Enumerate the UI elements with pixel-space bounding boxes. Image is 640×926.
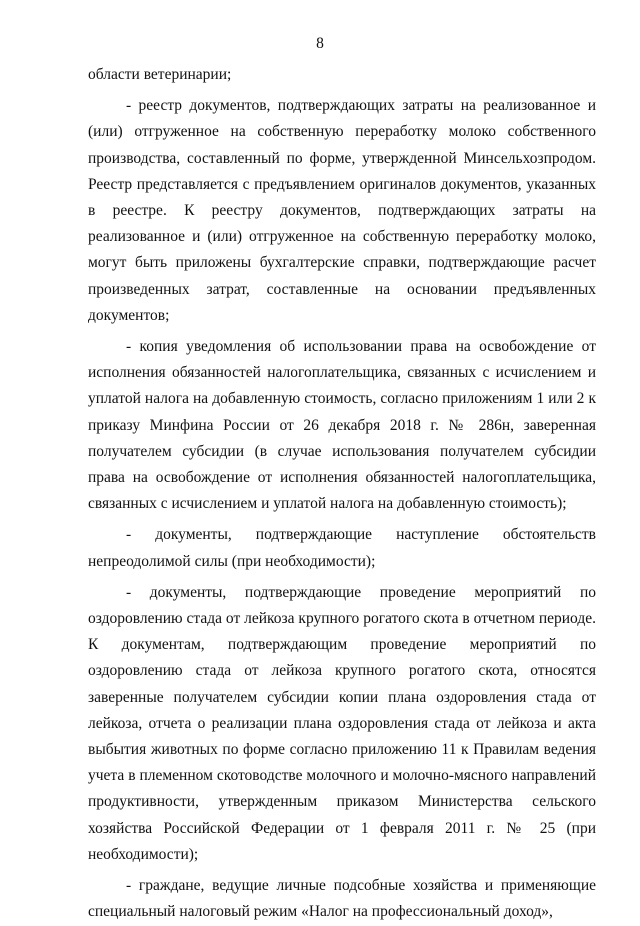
page-number: 8 xyxy=(316,35,324,52)
paragraph-continuation: области ветеринарии; xyxy=(88,66,232,83)
paragraph-milk-cost-registry: - реестр документов, подтверждающих затраты на реализованное и (или) отгруженное на собственную переработку молоко собственного производства, составленный по форме, утвержденной Минсельхозпродом. Реестр представляется с предъявлением оригиналов документов, указанных в реестре. К реестру документов, подтверждающих затраты на реализованное и (или) отгруженное на собственную переработку молоко, могут быть приложены бухгалтерские справки, подтверждающие расчет произведенных затрат, составленные на основании предъявленных документов; xyxy=(88,97,596,324)
document-body xyxy=(88,62,596,926)
paragraph-leukosis-recovery-documents: - документы, подтверждающие проведение мероприятий по оздоровлению стада от лейкоза крупного рогатого скота в отчетном периоде. К документам, подтверждающим проведение мероприятий по оздоровлению стада от лейкоза крупного рогатого скота, относятся заверенные получателем субсидии копии плана оздоровления стада от лейкоза, отчета о реализации плана оздоровления стада от лейкоза и акта выбытия животных по форме согласно приложению 11 к Правилам ведения учета в племенном скотоводстве молочного и молочно-мясного направлений продуктивности, утвержденным приказом Министерства сельского хозяйства Российской Федерации от 1 февраля 2011 г. № 25 (при необходимости); xyxy=(88,583,596,863)
paragraph-personal-farms: - граждане, ведущие личные подсобные хозяйства и применяющие специальный налоговый режим «Налог на профессиональный доход», xyxy=(88,877,596,921)
paragraph-vat-exemption-notice: - копия уведомления об использовании права на освобождение от исполнения обязанностей налогоплательщика, связанных с исчислением и уплатой налога на добавленную стоимость, согласно приложениям 1 или 2 к приказу Минфина России от 26 декабря 2018 г. № 286н, заверенная получателем субсидии (в случае использования получателем субсидии права на освобождение от исполнения обязанностей налогоплательщика, связанных с исчислением и уплатой налога на добавленную стоимость); xyxy=(88,338,596,513)
paragraph-force-majeure-documents: - документы, подтверждающие наступление обстоятельств непреодолимой силы (при необходимости); xyxy=(88,526,596,570)
